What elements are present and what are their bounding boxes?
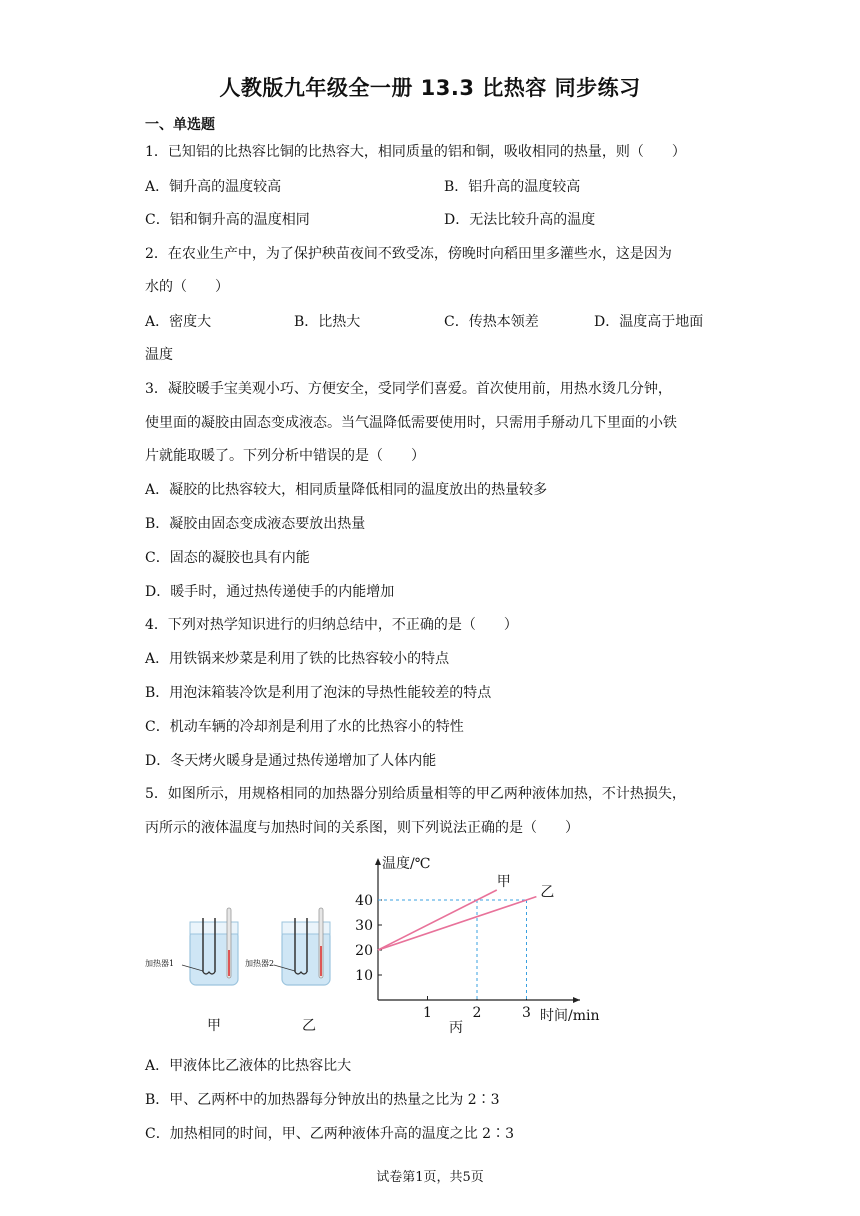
temperature-time-chart [340,852,620,1037]
q4-option-a[interactable]: A．用铁锅来炒菜是利用了铁的比热容较小的特点 [145,651,450,667]
q3-option-a[interactable]: A．凝胶的比热容较大，相同质量降低相同的温度放出的热量较多 [145,482,548,498]
series-label-2: 乙 [540,884,555,901]
q1-stem: 1．已知铝的比热容比铜的比热容大，相同质量的铝和铜，吸收相同的热量，则（ ） [145,144,686,160]
q4-stem: 4．下列对热学知识进行的归纳总结中，不正确的是（ ） [145,617,518,633]
q3-option-b[interactable]: B．凝胶由固态变成液态要放出热量 [145,516,366,532]
q5-stem-line1: 5．如图所示，用规格相同的加热器分别给质量相等的甲乙两种液体加热，不计热损失， [145,786,686,802]
q4-option-d[interactable]: D．冬天烤火暖身是通过热传递增加了人体内能 [145,753,437,769]
y-axis-arrow [375,858,381,865]
section-heading: 一、单选题 [145,117,215,133]
q2-option-d[interactable]: D．温度高于地面 [594,314,704,330]
beakers-illustration [140,900,340,995]
q4-option-c[interactable]: C．机动车辆的冷却剂是利用了水的比热容小的特性 [145,719,464,735]
y-tick-label: 10 [355,968,373,984]
q5-option-a[interactable]: A．甲液体比乙液体的比热容比大 [145,1058,352,1074]
x-tick-label: 2 [472,1005,482,1021]
heater-2-label: 加热器2 [245,959,275,968]
q3-option-c[interactable]: C．固态的凝胶也具有内能 [145,550,310,566]
q1-option-a[interactable]: A．铜升高的温度较高 [145,179,282,195]
chart-caption: 丙 [449,1020,463,1036]
q3-stem-line2: 使里面的凝胶由固态变成液态。当气温降低需要使用时，只需用手掰动几下里面的小铁 [145,415,677,431]
q2-option-b[interactable]: B．比热大 [294,314,361,330]
beaker-2-caption: 乙 [302,1018,316,1034]
q2-option-d-wrap: 温度 [145,347,173,363]
q2-option-a[interactable]: A．密度大 [145,314,212,330]
x-axis-label: 时间/min [540,1008,600,1024]
q2-stem-line2: 水的（ ） [145,279,229,295]
q1-option-c[interactable]: C．铝和铜升高的温度相同 [145,212,310,228]
q5-option-c[interactable]: C．加热相同的时间，甲、乙两种液体升高的温度之比 2∶3 [145,1126,514,1142]
beaker-2 [274,908,330,985]
q5-stem-line2: 丙所示的液体温度与加热时间的关系图，则下列说法正确的是（ ） [145,820,579,836]
q3-option-d[interactable]: D．暖手时，通过热传递使手的内能增加 [145,584,395,600]
heater-1-label: 加热器1 [145,959,175,968]
q2-option-c[interactable]: C．传热本领差 [444,314,539,330]
q3-stem-line1: 3．凝胶暖手宝美观小巧、方便安全，受同学们喜爱。首次使用前，用热水烫几分钟， [145,381,672,397]
beaker-1 [182,908,238,985]
y-tick-label: 40 [355,893,373,909]
y-axis-label: 温度/℃ [382,856,431,872]
q1-option-d[interactable]: D．无法比较升高的温度 [444,212,596,228]
series-label-1: 甲 [496,874,511,890]
x-tick-label: 1 [423,1005,432,1021]
series-line-1 [378,890,497,950]
q2-stem-line1: 2．在农业生产中，为了保护秧苗夜间不致受冻，傍晚时向稻田里多灌些水，这是因为 [145,246,672,262]
page-footer: 试卷第1页，共5页 [376,1170,484,1185]
y-tick-label: 30 [355,918,373,934]
page-title: 人教版九年级全一册 13.3 比热容 同步练习 [219,76,641,100]
q5-option-b[interactable]: B．甲、乙两杯中的加热器每分钟放出的热量之比为 2∶3 [145,1092,500,1108]
x-axis-arrow [573,997,580,1003]
y-tick-label: 20 [355,943,373,959]
beaker-1-caption: 甲 [207,1018,221,1034]
q1-option-b[interactable]: B．铝升高的温度较高 [444,179,581,195]
q3-stem-line3: 片就能取暖了。下列分析中错误的是（ ） [145,448,425,464]
series-line-2 [378,897,536,950]
q4-option-b[interactable]: B．用泡沫箱装冷饮是利用了泡沫的导热性能较差的特点 [145,685,492,701]
x-tick-label: 3 [522,1005,531,1021]
